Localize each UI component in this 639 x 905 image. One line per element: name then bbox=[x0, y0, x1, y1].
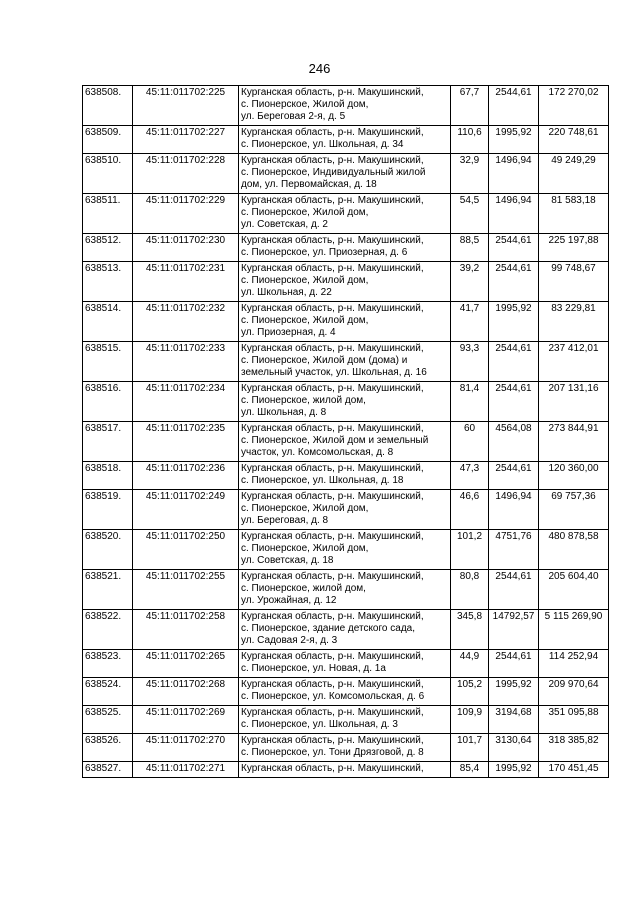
unit-price-cell: 2544,61 bbox=[489, 342, 539, 382]
unit-price-cell: 2544,61 bbox=[489, 234, 539, 262]
address-line: с. Пионерское, Жилой дом (дома) и bbox=[241, 355, 408, 366]
address-line: с. Пионерское, ул. Новая, д. 1а bbox=[241, 663, 386, 674]
unit-price-cell: 2544,61 bbox=[489, 262, 539, 302]
area-cell: 39,2 bbox=[451, 262, 489, 302]
area-cell: 88,5 bbox=[451, 234, 489, 262]
cadastral-cost-cell: 237 412,01 bbox=[539, 342, 609, 382]
cadastral-number-cell: 45:11:011702:269 bbox=[133, 706, 239, 734]
address-line: с. Пионерское, Жилой дом, bbox=[241, 99, 369, 110]
address-cell bbox=[239, 302, 451, 342]
unit-price-cell: 1496,94 bbox=[489, 490, 539, 530]
cadastral-cost-cell: 83 229,81 bbox=[539, 302, 609, 342]
area-cell: 93,3 bbox=[451, 342, 489, 382]
unit-price-cell: 1496,94 bbox=[489, 194, 539, 234]
unit-price-cell: 2544,61 bbox=[489, 570, 539, 610]
unit-price-cell: 4564,08 bbox=[489, 422, 539, 462]
unit-price-cell: 1995,92 bbox=[489, 762, 539, 778]
address-line: Курганская область, р-н. Макушинский, bbox=[241, 87, 424, 98]
address-line: Курганская область, р-н. Макушинский, bbox=[241, 491, 424, 502]
table-row bbox=[83, 302, 609, 342]
cadastral-number-cell: 45:11:011702:271 bbox=[133, 762, 239, 778]
row-number-cell: 638523. bbox=[83, 650, 133, 678]
area-cell: 32,9 bbox=[451, 154, 489, 194]
address-cell bbox=[239, 342, 451, 382]
address-line: ул. Приозерная, д. 4 bbox=[241, 327, 336, 338]
address-cell bbox=[239, 734, 451, 762]
table-row bbox=[83, 678, 609, 706]
cadastral-cost-cell: 225 197,88 bbox=[539, 234, 609, 262]
area-cell: 46,6 bbox=[451, 490, 489, 530]
address-line: Курганская область, р-н. Макушинский, bbox=[241, 263, 424, 274]
table-row bbox=[83, 610, 609, 650]
address-cell bbox=[239, 86, 451, 126]
area-cell: 80,8 bbox=[451, 570, 489, 610]
address-cell bbox=[239, 530, 451, 570]
unit-price-cell: 4751,76 bbox=[489, 530, 539, 570]
area-cell: 345,8 bbox=[451, 610, 489, 650]
address-line: с. Пионерское, Жилой дом, bbox=[241, 207, 369, 218]
cadastral-cost-cell: 49 249,29 bbox=[539, 154, 609, 194]
unit-price-cell: 1995,92 bbox=[489, 678, 539, 706]
address-line: с. Пионерское, ул. Школьная, д. 3 bbox=[241, 719, 398, 730]
area-cell: 101,7 bbox=[451, 734, 489, 762]
registry-table bbox=[82, 85, 609, 778]
area-cell: 54,5 bbox=[451, 194, 489, 234]
page-number: 246 bbox=[308, 61, 331, 76]
address-cell bbox=[239, 382, 451, 422]
cadastral-cost-cell: 205 604,40 bbox=[539, 570, 609, 610]
address-cell bbox=[239, 154, 451, 194]
table-row bbox=[83, 86, 609, 126]
row-number-cell: 638512. bbox=[83, 234, 133, 262]
cadastral-cost-cell: 273 844,91 bbox=[539, 422, 609, 462]
row-number-cell: 638509. bbox=[83, 126, 133, 154]
address-line: ул. Советская, д. 2 bbox=[241, 219, 328, 230]
address-line: Курганская область, р-н. Макушинский, bbox=[241, 155, 424, 166]
cadastral-number-cell: 45:11:011702:250 bbox=[133, 530, 239, 570]
address-line: с. Пионерское, Жилой дом, bbox=[241, 275, 369, 286]
table-row bbox=[83, 262, 609, 302]
table-row bbox=[83, 490, 609, 530]
cadastral-number-cell: 45:11:011702:265 bbox=[133, 650, 239, 678]
row-number-cell: 638524. bbox=[83, 678, 133, 706]
row-number-cell: 638522. bbox=[83, 610, 133, 650]
cadastral-cost-cell: 318 385,82 bbox=[539, 734, 609, 762]
address-line: Курганская область, р-н. Макушинский, bbox=[241, 423, 424, 434]
row-number-cell: 638515. bbox=[83, 342, 133, 382]
table-row bbox=[83, 194, 609, 234]
address-line: с. Пионерское, Жилой дом, bbox=[241, 503, 369, 514]
address-line: с. Пионерское, жилой дом, bbox=[241, 395, 366, 406]
cadastral-number-cell: 45:11:011702:236 bbox=[133, 462, 239, 490]
cadastral-number-cell: 45:11:011702:227 bbox=[133, 126, 239, 154]
row-number-cell: 638510. bbox=[83, 154, 133, 194]
row-number-cell: 638525. bbox=[83, 706, 133, 734]
row-number-cell: 638516. bbox=[83, 382, 133, 422]
cadastral-cost-cell: 209 970,64 bbox=[539, 678, 609, 706]
address-cell bbox=[239, 262, 451, 302]
address-line: дом, ул. Первомайская, д. 18 bbox=[241, 179, 377, 190]
address-line: с. Пионерское, ул. Школьная, д. 34 bbox=[241, 139, 404, 150]
cadastral-cost-cell: 172 270,02 bbox=[539, 86, 609, 126]
address-cell bbox=[239, 610, 451, 650]
table-row bbox=[83, 734, 609, 762]
unit-price-cell: 2544,61 bbox=[489, 382, 539, 422]
table-row bbox=[83, 234, 609, 262]
address-line: с. Пионерское, ул. Школьная, д. 18 bbox=[241, 475, 404, 486]
area-cell: 81,4 bbox=[451, 382, 489, 422]
cadastral-number-cell: 45:11:011702:228 bbox=[133, 154, 239, 194]
address-line: Курганская область, р-н. Макушинский, bbox=[241, 343, 424, 354]
address-line: с. Пионерское, Жилой дом, bbox=[241, 543, 369, 554]
row-number-cell: 638519. bbox=[83, 490, 133, 530]
address-line: с. Пионерское, Жилой дом и земельный bbox=[241, 435, 429, 446]
cadastral-cost-cell: 207 131,16 bbox=[539, 382, 609, 422]
cadastral-number-cell: 45:11:011702:249 bbox=[133, 490, 239, 530]
table-row bbox=[83, 154, 609, 194]
table-row bbox=[83, 706, 609, 734]
cadastral-number-cell: 45:11:011702:234 bbox=[133, 382, 239, 422]
registry-table-body bbox=[83, 86, 609, 778]
cadastral-number-cell: 45:11:011702:255 bbox=[133, 570, 239, 610]
address-line: земельный участок, ул. Школьная, д. 16 bbox=[241, 367, 427, 378]
address-line: Курганская область, р-н. Макушинский, bbox=[241, 195, 424, 206]
cadastral-number-cell: 45:11:011702:270 bbox=[133, 734, 239, 762]
cadastral-cost-cell: 120 360,00 bbox=[539, 462, 609, 490]
address-cell bbox=[239, 650, 451, 678]
address-line: Курганская область, р-н. Макушинский, bbox=[241, 383, 424, 394]
cadastral-cost-cell: 81 583,18 bbox=[539, 194, 609, 234]
address-line: ул. Школьная, д. 22 bbox=[241, 287, 332, 298]
unit-price-cell: 1995,92 bbox=[489, 302, 539, 342]
table-row bbox=[83, 462, 609, 490]
row-number-cell: 638526. bbox=[83, 734, 133, 762]
address-line: с. Пионерское, Индивидуальный жилой bbox=[241, 167, 426, 178]
cadastral-number-cell: 45:11:011702:229 bbox=[133, 194, 239, 234]
cadastral-number-cell: 45:11:011702:233 bbox=[133, 342, 239, 382]
row-number-cell: 638527. bbox=[83, 762, 133, 778]
address-line: Курганская область, р-н. Макушинский, bbox=[241, 651, 424, 662]
address-line: с. Пионерское, Жилой дом, bbox=[241, 315, 369, 326]
address-line: Курганская область, р-н. Макушинский, bbox=[241, 571, 424, 582]
address-line: ул. Школьная, д. 8 bbox=[241, 407, 327, 418]
address-line: Курганская область, р-н. Макушинский, bbox=[241, 303, 424, 314]
unit-price-cell: 2544,61 bbox=[489, 86, 539, 126]
address-line: Курганская область, р-н. Макушинский, bbox=[241, 127, 424, 138]
address-line: ул. Садовая 2-я, д. 3 bbox=[241, 635, 338, 646]
address-line: участок, ул. Комсомольская, д. 8 bbox=[241, 447, 394, 458]
row-number-cell: 638508. bbox=[83, 86, 133, 126]
area-cell: 67,7 bbox=[451, 86, 489, 126]
cadastral-number-cell: 45:11:011702:225 bbox=[133, 86, 239, 126]
area-cell: 85,4 bbox=[451, 762, 489, 778]
unit-price-cell: 3194,68 bbox=[489, 706, 539, 734]
cadastral-number-cell: 45:11:011702:230 bbox=[133, 234, 239, 262]
row-number-cell: 638513. bbox=[83, 262, 133, 302]
address-line: Курганская область, р-н. Макушинский, bbox=[241, 235, 424, 246]
cadastral-cost-cell: 351 095,88 bbox=[539, 706, 609, 734]
address-line: с. Пионерское, ул. Тони Дрязговой, д. 8 bbox=[241, 747, 424, 758]
area-cell: 44,9 bbox=[451, 650, 489, 678]
area-cell: 105,2 bbox=[451, 678, 489, 706]
address-cell bbox=[239, 706, 451, 734]
table-row bbox=[83, 650, 609, 678]
address-line: Курганская область, р-н. Макушинский, bbox=[241, 531, 424, 542]
unit-price-cell: 1995,92 bbox=[489, 126, 539, 154]
unit-price-cell: 2544,61 bbox=[489, 462, 539, 490]
row-number-cell: 638517. bbox=[83, 422, 133, 462]
address-line: Курганская область, р-н. Макушинский, bbox=[241, 611, 424, 622]
address-cell bbox=[239, 126, 451, 154]
address-cell bbox=[239, 194, 451, 234]
unit-price-cell: 2544,61 bbox=[489, 650, 539, 678]
row-number-cell: 638520. bbox=[83, 530, 133, 570]
address-cell bbox=[239, 570, 451, 610]
address-line: Курганская область, р-н. Макушинский, bbox=[241, 679, 424, 690]
address-line: с. Пионерское, ул. Комсомольская, д. 6 bbox=[241, 691, 425, 702]
address-cell bbox=[239, 422, 451, 462]
cadastral-cost-cell: 99 748,67 bbox=[539, 262, 609, 302]
address-line: ул. Береговая 2-я, д. 5 bbox=[241, 111, 346, 122]
unit-price-cell: 3130,64 bbox=[489, 734, 539, 762]
address-line: с. Пионерское, здание детского сада, bbox=[241, 623, 415, 634]
cadastral-cost-cell: 69 757,36 bbox=[539, 490, 609, 530]
cadastral-cost-cell: 220 748,61 bbox=[539, 126, 609, 154]
cadastral-number-cell: 45:11:011702:235 bbox=[133, 422, 239, 462]
address-line: ул. Советская, д. 18 bbox=[241, 555, 334, 566]
table-row bbox=[83, 570, 609, 610]
address-cell bbox=[239, 678, 451, 706]
table-row bbox=[83, 762, 609, 778]
cadastral-number-cell: 45:11:011702:232 bbox=[133, 302, 239, 342]
cadastral-cost-cell: 170 451,45 bbox=[539, 762, 609, 778]
unit-price-cell: 14792,57 bbox=[489, 610, 539, 650]
address-line: ул. Береговая, д. 8 bbox=[241, 515, 329, 526]
unit-price-cell: 1496,94 bbox=[489, 154, 539, 194]
address-line: Курганская область, р-н. Макушинский, bbox=[241, 735, 424, 746]
address-line: с. Пионерское, ул. Приозерная, д. 6 bbox=[241, 247, 408, 258]
row-number-cell: 638511. bbox=[83, 194, 133, 234]
address-cell bbox=[239, 762, 451, 778]
cadastral-cost-cell: 5 115 269,90 bbox=[539, 610, 609, 650]
address-line: Курганская область, р-н. Макушинский, bbox=[241, 707, 424, 718]
table-row bbox=[83, 530, 609, 570]
table-row bbox=[83, 342, 609, 382]
address-cell bbox=[239, 490, 451, 530]
cadastral-number-cell: 45:11:011702:268 bbox=[133, 678, 239, 706]
row-number-cell: 638518. bbox=[83, 462, 133, 490]
area-cell: 110,6 bbox=[451, 126, 489, 154]
area-cell: 109,9 bbox=[451, 706, 489, 734]
area-cell: 41,7 bbox=[451, 302, 489, 342]
row-number-cell: 638521. bbox=[83, 570, 133, 610]
cadastral-cost-cell: 480 878,58 bbox=[539, 530, 609, 570]
address-cell bbox=[239, 462, 451, 490]
address-line: ул. Урожайная, д. 12 bbox=[241, 595, 337, 606]
address-line: Курганская область, р-н. Макушинский, bbox=[241, 463, 424, 474]
area-cell: 60 bbox=[451, 422, 489, 462]
area-cell: 101,2 bbox=[451, 530, 489, 570]
cadastral-number-cell: 45:11:011702:258 bbox=[133, 610, 239, 650]
row-number-cell: 638514. bbox=[83, 302, 133, 342]
area-cell: 47,3 bbox=[451, 462, 489, 490]
address-line: с. Пионерское, жилой дом, bbox=[241, 583, 366, 594]
table-row bbox=[83, 422, 609, 462]
address-line: Курганская область, р-н. Макушинский, bbox=[241, 763, 424, 774]
cadastral-cost-cell: 114 252,94 bbox=[539, 650, 609, 678]
table-row bbox=[83, 382, 609, 422]
cadastral-number-cell: 45:11:011702:231 bbox=[133, 262, 239, 302]
address-cell bbox=[239, 234, 451, 262]
table-row bbox=[83, 126, 609, 154]
